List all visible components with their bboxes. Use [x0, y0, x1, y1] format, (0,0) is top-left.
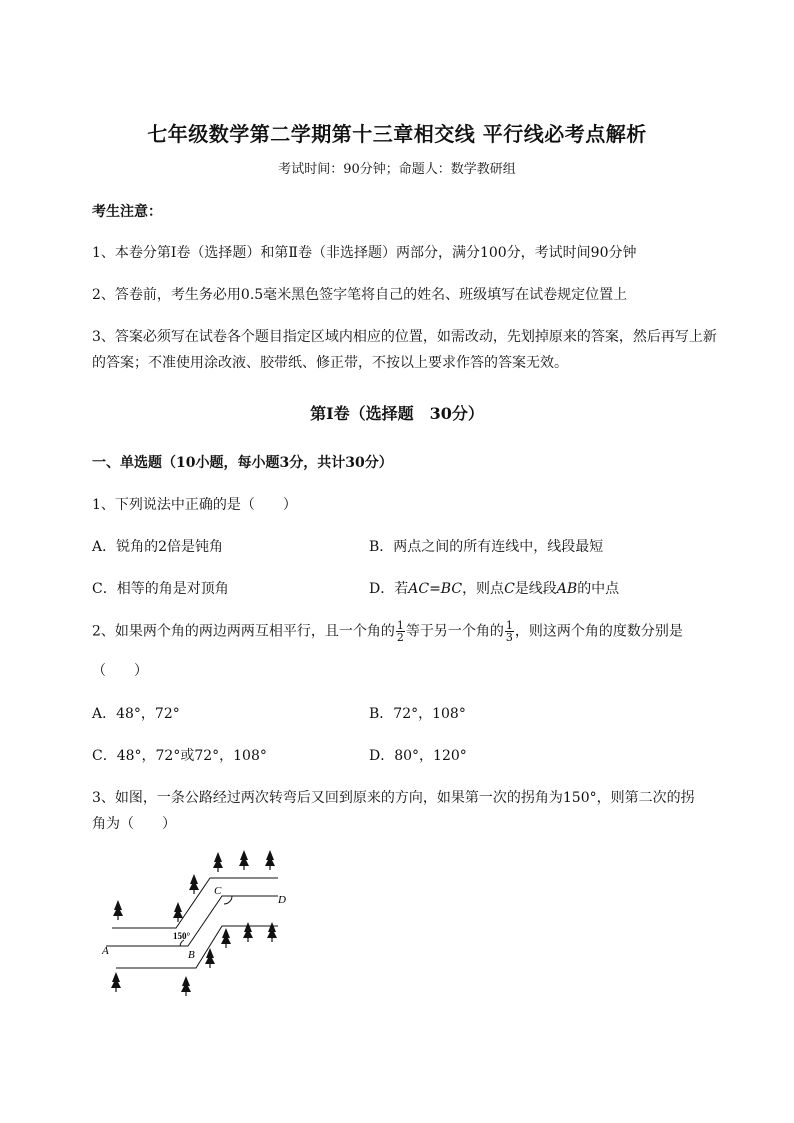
q1-d-point: C [504, 581, 515, 597]
q2-option-c: C．48°，72°或72°，108° [92, 748, 267, 764]
tree-icon [267, 922, 277, 942]
q1-d-segment: AB [556, 581, 578, 597]
tree-icon [181, 976, 191, 996]
q3-stem-line2: 角为（ ） [92, 816, 176, 832]
q2-stem-a: 2、如果两个角的两边两两互相平行，且一个角的 [92, 623, 395, 640]
tree-icon [265, 850, 275, 870]
section-title: 第I卷（选择题 30分） [310, 404, 484, 423]
label-d: D [278, 894, 286, 906]
notice-item-2: 2、答卷前，考生务必用0.5毫米黑色签字笔将自己的姓名、班级填写在试卷规定位置上 [92, 287, 628, 303]
fraction-numerator: 1 [396, 619, 404, 632]
q1-option-c: C．相等的角是对顶角 [92, 581, 229, 597]
q2-stem-line2: （ ） [92, 663, 148, 679]
tree-icon [239, 850, 249, 870]
q1-d-suffix: 的中点 [577, 581, 620, 597]
q1-d-bc: BC [440, 581, 463, 597]
q2-option-d: D．80°，120° [369, 748, 467, 764]
q1-d-prefix: D．若 [369, 581, 409, 597]
fraction-one-third [505, 620, 514, 643]
q1-d-equals: = [429, 581, 441, 597]
notice-heading: 考生注意： [92, 204, 162, 220]
q2-stem-c: ，则这两个角的度数分别是 [514, 623, 683, 640]
fraction-denominator: 2 [396, 631, 404, 644]
q3-stem-line1: 3、如图，一条公路经过两次转弯后又回到原来的方向，如果第一次的拐角为150°，则第二次的拐 [92, 790, 695, 806]
q1-option-a: A．锐角的2倍是钝角 [92, 539, 224, 555]
tree-icon [113, 900, 123, 920]
fraction-numerator: 1 [505, 619, 513, 632]
road-figure [98, 850, 308, 1000]
q1-d-mid: ，则点 [462, 581, 505, 597]
label-c: C [214, 885, 222, 897]
part-heading: 一、单选题（10小题，每小题3分，共计30分） [92, 455, 393, 471]
q2-stem-b: 等于另一个角的 [405, 623, 504, 640]
tree-icon [213, 852, 223, 872]
tree-icon [189, 874, 199, 894]
notice-item-3-line1: 3、答案必须写在试卷各个题目指定区域内相应的位置，如需改动，先划掉原来的答案，然后再写上新 [92, 329, 717, 345]
q1-d-ac: AC [408, 581, 430, 597]
fraction-one-half [396, 620, 405, 643]
tree-icon [243, 922, 253, 942]
tree-icon [173, 902, 183, 922]
q2-option-b: B．72°，108° [369, 706, 466, 722]
q1-option-b: B．两点之间的所有连线中，线段最短 [369, 539, 604, 555]
q1-d-mid2: 是线段 [514, 581, 557, 597]
label-a: A [102, 945, 109, 957]
tree-icon [111, 972, 121, 992]
fraction-denominator: 3 [505, 631, 513, 644]
notice-item-1: 1、本卷分第I卷（选择题）和第Ⅱ卷（非选择题）两部分，满分100分，考试时间90分钟 [92, 245, 637, 261]
page-title: 七年级数学第二学期第十三章相交线 平行线必考点解析 [147, 122, 647, 146]
exam-info: 考试时间：90分钟；命题人：数学教研组 [278, 162, 516, 177]
label-b: B [188, 949, 195, 961]
tree-icon [221, 928, 231, 948]
q1-option-d [369, 578, 619, 598]
angle-label: 150° [173, 931, 191, 941]
q1-stem: 1、下列说法中正确的是（ ） [92, 497, 297, 513]
q2-option-a: A．48°，72° [92, 706, 180, 722]
q2-stem [92, 620, 683, 643]
notice-item-3-line2: 的答案；不准使用涂改液、胶带纸、修正带，不按以上要求作答的答案无效。 [92, 355, 568, 371]
